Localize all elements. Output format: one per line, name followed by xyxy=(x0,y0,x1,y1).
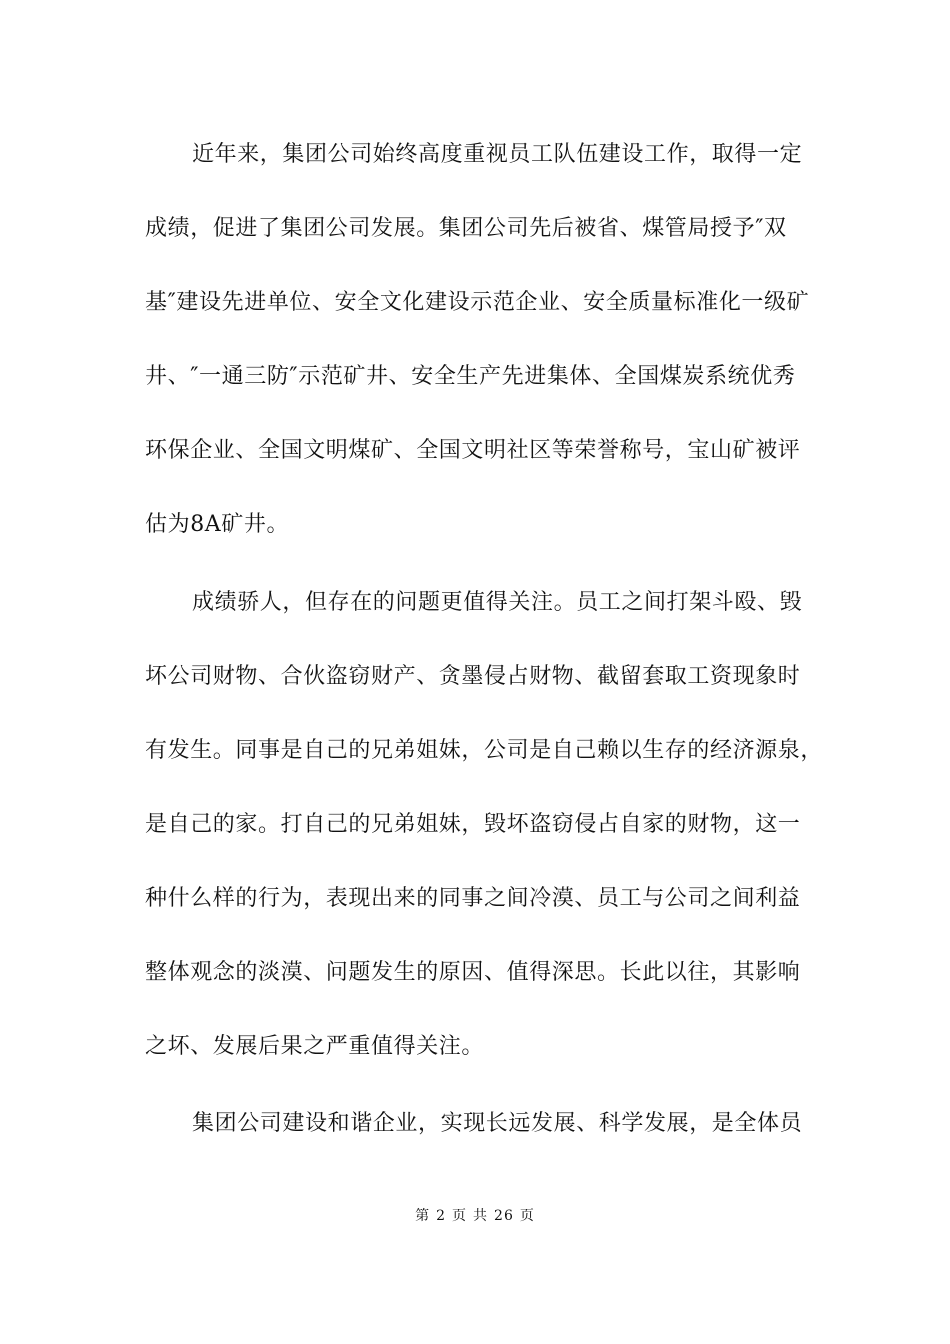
paragraph-line: 种什么样的行为，表现出来的同事之间冷漠、员工与公司之间利益 xyxy=(145,886,801,911)
paragraph-line: 整体观念的淡漠、问题发生的原因、值得深思。长此以往，其影响 xyxy=(145,960,801,985)
paragraph-line: 是自己的家。打自己的兄弟姐妹，毁坏盗窃侵占自家的财物，这一 xyxy=(145,812,801,837)
paragraph-line: 之坏、发展后果之严重值得关注。 xyxy=(145,1034,485,1059)
footer-total-pages: 26 xyxy=(494,1208,514,1224)
footer-current-page: 2 xyxy=(436,1208,447,1224)
paragraph-line: 井、″一通三防″示范矿井、安全生产先进集体、全国煤炭系统优秀 xyxy=(145,364,796,389)
footer-mid1: 页 xyxy=(452,1208,468,1224)
paragraph-line: 成绩骄人，但存在的问题更值得关注。员工之间打架斗殴、毁 xyxy=(192,590,803,615)
paragraph-line: 近年来，集团公司始终高度重视员工队伍建设工作，取得一定 xyxy=(192,142,803,167)
paragraph-line: 成绩，促进了集团公司发展。集团公司先后被省、煤管局授予″双 xyxy=(145,216,787,241)
paragraph-line: 估为8A矿井。 xyxy=(145,512,290,537)
footer-prefix: 第 xyxy=(415,1208,431,1224)
page-number-footer xyxy=(0,1206,950,1226)
paragraph-line: 环保企业、全国文明煤矿、全国文明社区等荣誉称号，宝山矿被评 xyxy=(145,438,801,463)
footer-suffix: 页 xyxy=(519,1208,535,1224)
footer-mid2: 共 xyxy=(473,1208,489,1224)
paragraph-line: 有发生。同事是自己的兄弟姐妹，公司是自己赖以生存的经济源泉， xyxy=(145,738,824,763)
paragraph-line: 坏公司财物、合伙盗窃财产、贪墨侵占财物、截留套取工资现象时 xyxy=(145,664,801,689)
paragraph-line: 基″建设先进单位、安全文化建设示范企业、安全质量标准化一级矿 xyxy=(145,290,810,315)
paragraph-line: 集团公司建设和谐企业，实现长远发展、科学发展，是全体员 xyxy=(192,1111,803,1136)
